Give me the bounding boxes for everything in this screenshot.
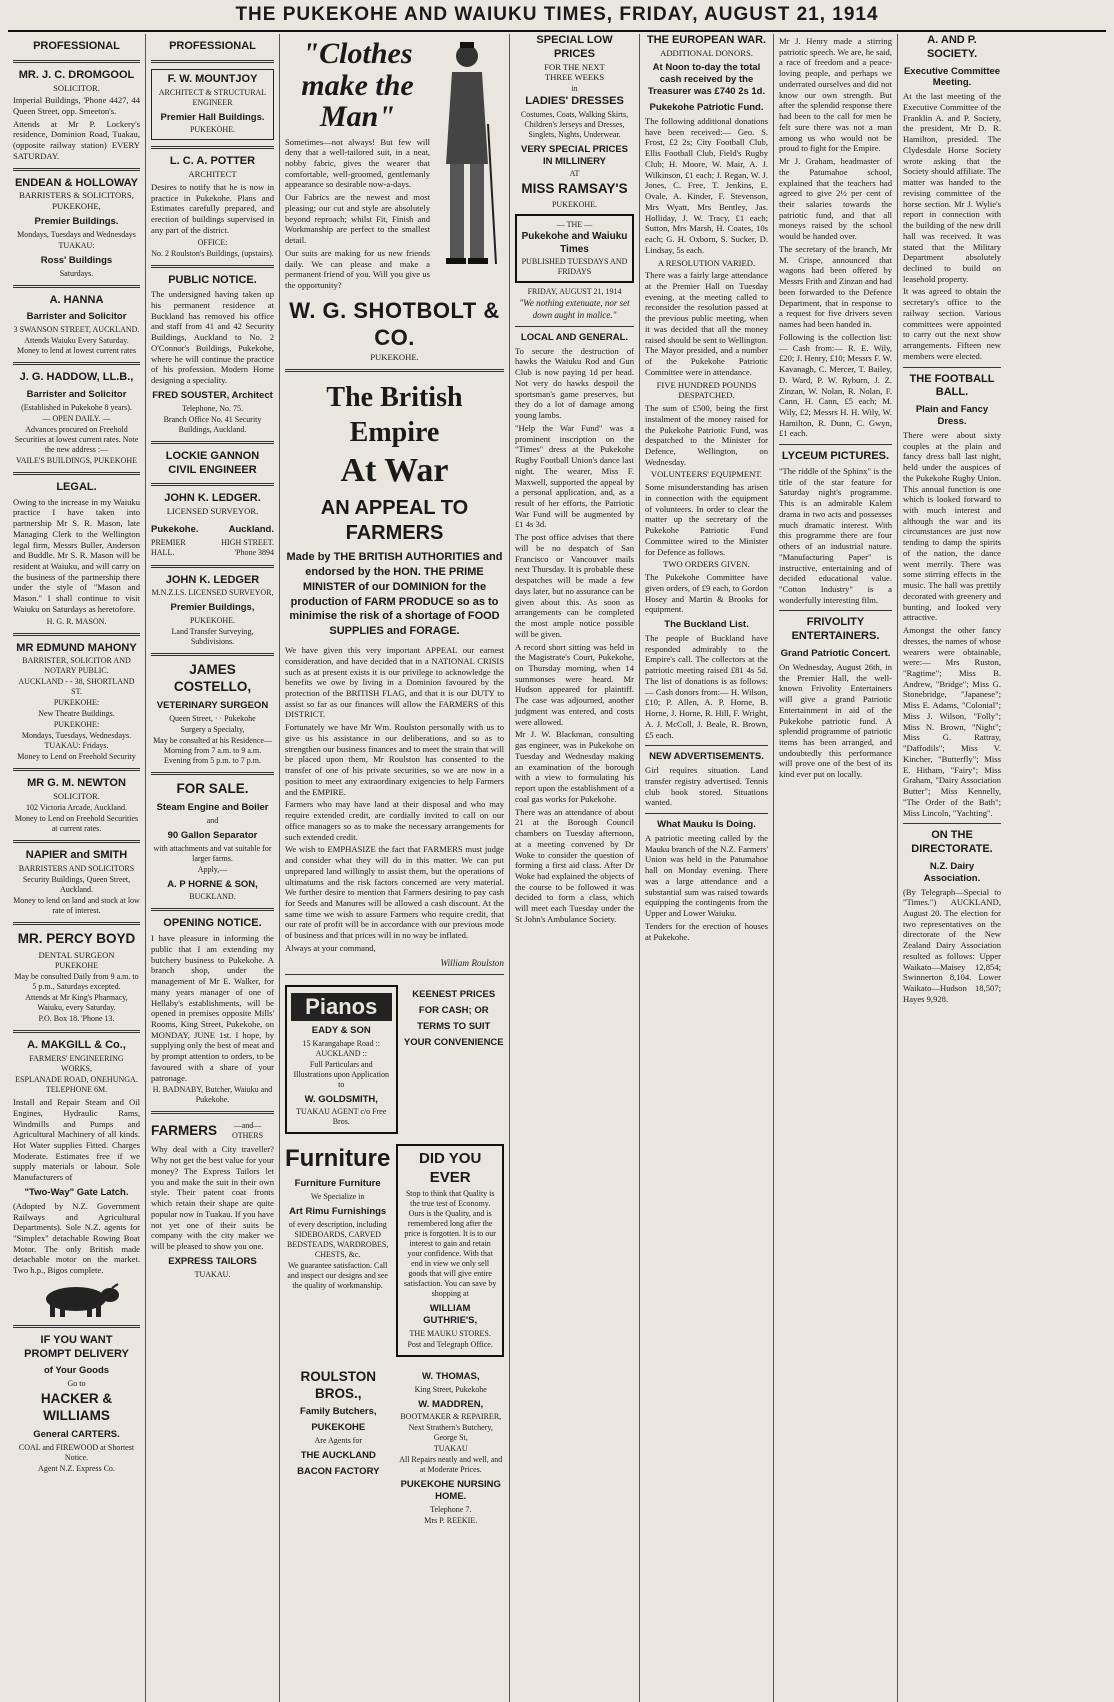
advert-address: 3 SWANSON STREET, AUCKLAND. xyxy=(13,325,140,335)
directorate-body: (By Telegraph—Special to "Times.") AUCKLAND, August 20. The election for two representatives on the directorate of the New Zealand Dairy Association resulted as follows: Upper Waikato—Maisey 12,854; Swinnerton 8,104. Lower Waikato—Hudson 18,507; Hayes 9,928. xyxy=(903,886,1001,1004)
buckland-body: The people of Buckland have responded admirably to the Empire's call. The collectors at the patriotic meeting raised £81 4s 5d. The list of donations is as follows:— Cash donors from:— H. Wilson, £10; P. Allen, A. P. Horne, B. Horne, J. Horne, R. Hill, F. Wright, A. J. McColl, J. Beale, R. Brown, £5 each. xyxy=(645,632,768,740)
farmers-title: FARMERS xyxy=(151,1122,218,1138)
roulston-advert xyxy=(285,1367,392,1528)
advert-town: TUAKAU: xyxy=(58,240,95,250)
notice-telephone: Telephone, No. 75. xyxy=(182,403,243,413)
bull-engraving xyxy=(32,1279,122,1319)
masthead-motto: "We nothing extenuate, nor set down aught in malice." xyxy=(519,298,630,320)
clothes-company: W. G. SHOTBOLT & CO. xyxy=(289,297,500,351)
advert-town: PUKEKOHE. xyxy=(189,125,236,135)
aps-heading: A. AND P. SOCIETY. xyxy=(926,34,978,60)
madden-role: BOOTMAKER & REPAIRER, xyxy=(400,1412,502,1422)
clothes-advert xyxy=(285,34,504,293)
keenest-line: YOUR CONVENIENCE xyxy=(403,1036,504,1048)
advert-headline: PROMPT DELIVERY xyxy=(24,1347,129,1360)
keenest-line: TERMS TO SUIT xyxy=(417,1020,491,1032)
football-sub: Plain and Fancy Dress. xyxy=(915,404,989,427)
aps-p2: It was agreed to obtain the secretary's office to the railway section. Various committees were appointed to carry out the next show arrangements. Fifteen new members were elected. xyxy=(903,286,1001,361)
keenest-advert xyxy=(404,985,505,1134)
aps-sub: Executive Committee Meeting. xyxy=(903,65,1001,89)
advert-building: Premier Buildings. xyxy=(34,215,119,227)
madden-address: Next Strathern's Butchery, George St, xyxy=(408,1423,493,1443)
advert-days: Mondays, Tuesdays and Wednesdays xyxy=(17,229,136,239)
advert-days: Saturdays. xyxy=(59,268,94,278)
special-list: Costumes, Coats, Walking Skirts, Children's Jerseys and Dresses, Singlets, Nights, Underwear. xyxy=(520,109,629,139)
masthead-date: FRIDAY, AUGUST 21, 1914 xyxy=(527,287,622,297)
did-you-ever-advert xyxy=(396,1144,504,1356)
masthead-title: Pukekohe and Waiuku Times xyxy=(521,231,628,255)
sale-place: BUCKLAND. xyxy=(189,892,236,902)
column-news-1 xyxy=(510,34,640,1702)
divider xyxy=(151,483,274,486)
war-five-body: The sum of £500, being the first instalment of the money raised for the Pukekohe Patriotic Fund, was despatched to the Minister for Defence, Wellington, on Wednesday. xyxy=(645,403,768,467)
furniture-spec: We Specialize in xyxy=(310,1192,365,1202)
advert-open: — OPEN DAILY. — xyxy=(42,413,111,423)
advert-name: J. G. HADDOW, LL.B., xyxy=(19,371,134,384)
notice-branch: Branch Office No. 41 Security Buildings, Auckland. xyxy=(163,414,262,434)
office-address: PREMIER HALL. xyxy=(151,537,186,557)
advert-town: TUAKAU. xyxy=(194,1269,231,1279)
divider xyxy=(151,60,274,63)
notice-signature: H. BADNABY, Butcher, Waiuku and Pukekohe. xyxy=(152,1085,273,1105)
advert-role: General CARTERS. xyxy=(33,1429,120,1441)
war-heading: THE EUROPEAN WAR. xyxy=(646,34,767,46)
buckland-heading: The Buckland List. xyxy=(664,619,749,631)
special-weeks: THREE WEEKS xyxy=(544,72,605,83)
news-body: Mr J. Henry made a stirring patriotic speech. We are, he said, a race of freedom and a peace-loving people, and perhaps we underrated ourselves and did not know our own strength. But after the splendid response there had been to the call for men he felt sure there was not a man among us who would not be proud to fight for the Empire. xyxy=(779,36,892,154)
advert-role: BARRISTERS & SOLICITORS, PUKEKOHE, xyxy=(19,190,134,212)
roulston-name: ROULSTON BROS., xyxy=(300,1368,376,1401)
special-ladies: LADIES' DRESSES xyxy=(525,94,624,107)
new-ads-heading: NEW ADVERTISEMENTS. xyxy=(649,751,764,763)
advert-role: M.N.Z.I.S. LICENSED SURVEYOR, xyxy=(151,588,274,598)
mauku-heading: What Mauku Is Doing. xyxy=(657,819,756,831)
lower-ads-row2 xyxy=(285,1144,504,1356)
advert-product: "Two-Way" Gate Latch. xyxy=(24,1186,129,1198)
did-shop: THE MAUKU STORES. xyxy=(409,1328,491,1338)
furniture-sub: Furniture Furniture xyxy=(294,1178,381,1190)
clothes-text xyxy=(285,34,430,293)
notice-signature: H. G. R. MASON. xyxy=(46,616,107,626)
advert-town: PUKEKOHE xyxy=(54,961,99,971)
divider xyxy=(151,772,274,775)
advert-building: Premier Hall Buildings. xyxy=(160,111,265,123)
directorate-sub: N.Z. Dairy Association. xyxy=(923,860,981,884)
advert-address: No. 2 Roulston's Buildings, (upstairs). xyxy=(151,248,274,258)
divider xyxy=(285,974,504,975)
advert-name: EXPRESS TAILORS xyxy=(168,1255,257,1267)
advert-note: COAL and FIREWOOD at Shortest Notice. xyxy=(18,1442,135,1462)
divider xyxy=(645,813,768,814)
clothes-p1: Sometimes—not always! But few will deny that a well-tailored suit, in a neat, nobby fabric, gives the wearer that comfortable, well-groomed, gentlemanly appearance so desirable now-a-days. xyxy=(285,136,430,190)
local-p4: A record short sitting was held in the Magistrate's Court, Pukekohe, on Thursday morning, when 14 summonses were heard. Mr Hudson appeared for plaintiff. The case was adjourned, another judgment was entered, and costs were allowed. xyxy=(515,641,634,727)
advert-role: CIVIL ENGINEER xyxy=(168,463,257,476)
mountjoy-advert xyxy=(151,69,274,141)
war-noon: At Noon to-day the total cash received by the Treasurer was £740 2s 1d. xyxy=(647,62,766,98)
special-sub: FOR THE NEXT xyxy=(544,61,605,72)
section-heading: PROFESSIONAL xyxy=(169,40,256,52)
advert-role: ARCHITECT & STRUCTURAL ENGINEER xyxy=(158,87,267,107)
pianos-advert xyxy=(285,985,398,1134)
divider xyxy=(13,472,140,475)
column-professional-1 xyxy=(8,34,146,1702)
roulston-place: PUKEKOHE xyxy=(311,1422,366,1434)
advert-days: Mondays, Tuesdays, Wednesdays. TUAKAU: Fridays. xyxy=(21,731,132,751)
lower-ads-row1 xyxy=(285,985,504,1134)
appeal-subheading: Made by THE BRITISH AUTHORITIES and endorsed by the HON. THE PRIME MINISTER of our DOMINION for the production of FARM PRODUCE so as to minimise the risk of a shortage of FOOD SUPPLIES and FORAGE. xyxy=(286,551,503,638)
divider xyxy=(151,653,274,656)
empire-title-line2: At War xyxy=(340,451,449,489)
local-p3: The post office advises that there will be no despatch of San Francisco or Vancouver mails next Thursday. It is probable these despatches will be made a few days later, but no assurance can be given about this. As soon as arrangements can be completed the most ample notice possible will be given. xyxy=(515,532,634,639)
appeal-closing: Always at your command, xyxy=(285,942,376,953)
mauku-body: A patriotic meeting called by the Mauku branch of the N.Z. Farmers' Union was held in the Patumahoe hall on Monday evening. There was a large attendance and a substantial sum was raised towards equipping the contingents from the Upper and Lower Waiuku. xyxy=(645,832,768,919)
advert-contact: P.O. Box 18. 'Phone 13. xyxy=(38,1014,115,1024)
office-right xyxy=(199,520,274,559)
advert-role: ARCHITECT xyxy=(188,169,237,180)
office-town: Auckland. xyxy=(228,523,274,535)
advert-name: JOHN K. LEDGER. xyxy=(164,492,261,505)
advert-established: (Established in Pukekohe 8 years). xyxy=(21,402,132,412)
sale-apply: Apply,— xyxy=(197,864,228,874)
advert-role: Barrister and Solicitor xyxy=(26,388,127,400)
appeal-p4: We wish to EMPHASIZE the fact that FARMERS must judge and consider what they will do in this matter. We can put unprepared land willingly to assist them, but the operations of ultimatums and the risk factors concerned are very material. We further desire to mention that Farmers desiring to pay cash for Seeds and Manures will be allowed a cash discount. At the same time we wish to assure Farmers who require credit, that our rate of profit will be in accordance with our previous mode of business and that prices will in no way be inflated. xyxy=(285,844,504,941)
clothes-p3: Our suits are making for us new friends daily. We can please and make a permanent friend of you. Will you give us the opportunity? xyxy=(285,247,430,291)
divider xyxy=(285,369,504,372)
advert-name: MR EDMUND MAHONY xyxy=(16,641,137,654)
advert-headline: IF YOU WANT xyxy=(40,1333,113,1346)
football-p2: Amongst the other fancy dresses, the names of whose wearers were obtainable, were:— Mrs Ruston, "Ragtime"; Miss B. Andrew, "Bridge"; Miss G. Stonebridge, "Japanese"; Miss E. Adams, "Colonial"; Miss J. Wilson, "Folly"; Miss N. Brown, "Night"; Miss G. Rattray, "Daffodils"; Miss V. Kincher, "Butterfly"; Miss E. Hitham, "Fairy"; Miss Graham, "Dairy Association Butter"; Miss Kennelly, "The Order of the Bath"; Miss Lincoln, "Yachting". xyxy=(903,625,1001,818)
advert-name: MR G. M. NEWTON xyxy=(27,777,126,790)
advert-note: Attends at Mr King's Pharmacy, Waiuku, every Saturday. xyxy=(25,993,128,1013)
ledger-offices xyxy=(151,520,274,559)
local-p2: "Help the War Fund" was a prominent inscription on the "Times" dress at the Pukekohe Rugby Football Union's dance last night. The wearer, Miss F. Maxwell, supported the appeal by a personal application, and, as a result of her efforts, the Patriotic War Fund will be augmented by £1 4s 3d. xyxy=(515,422,634,530)
advert-address: Security Buildings, Queen Street, Auckland. xyxy=(22,874,131,894)
advert-town: PUKEKOHE: xyxy=(53,698,100,708)
advert-note: Money to Lend on Freehold Security xyxy=(17,752,136,762)
thomas-place: King Street, Pukekohe xyxy=(414,1384,487,1394)
nursing-telephone: Telephone 7. xyxy=(430,1505,472,1515)
madden-body: All Repairs neatly and well, and at Moderate Prices. xyxy=(399,1455,503,1475)
advert-address: AUCKLAND - - 38, SHORTLAND ST. xyxy=(18,677,135,697)
column-news-3 xyxy=(774,34,898,1702)
divider xyxy=(13,1030,140,1033)
advert-role: FARMERS' ENGINEERING WORKS, xyxy=(29,1054,124,1074)
advert-body: Desires to notify that he is now in practice in Pukekohe. Plans and Estimates carefully prepared, and erection of buildings supervised in any part of the district. xyxy=(151,181,274,235)
furniture-advert xyxy=(285,1144,390,1356)
war-equipment-body: Some misunderstanding has arisen in connection with the equipment of volunteers. In order to clear the matter up the secretary of the Pukekohe Patriotic Fund Committee wired to the Minister for Defence as follows. xyxy=(645,482,768,557)
advert-role: SOLICITOR. xyxy=(53,791,100,802)
advert-role: DENTAL SURGEON xyxy=(38,949,115,960)
advert-goto: Go to xyxy=(67,1379,86,1389)
special-heading: SPECIAL LOW PRICES xyxy=(536,34,613,60)
divider xyxy=(13,1325,140,1328)
sale-name: A. P HORNE & SON, xyxy=(167,878,258,890)
war-resolution-heading: A RESOLUTION VARIED. xyxy=(657,257,756,268)
roulston-the: THE AUCKLAND xyxy=(300,1450,376,1462)
masthead-the: — THE — xyxy=(556,220,593,230)
advert-role: Barrister and Solicitor xyxy=(26,311,127,323)
war-orders-heading: TWO ORDERS GIVEN. xyxy=(663,559,750,570)
advert-name: NAPIER and SMITH xyxy=(25,848,128,861)
did-post: Post and Telegraph Office. xyxy=(407,1339,493,1349)
empire-title-line1: The British Empire xyxy=(326,381,463,448)
advert-address: 102 Victoria Arcade, Auckland. xyxy=(26,802,127,812)
divider xyxy=(515,326,634,327)
advert-address: Imperial Buildings, 'Phone 4427, 44 Queen Street, opp. Smeeton's. xyxy=(13,95,140,116)
nursing-title: PUKEKOHE NURSING HOME. xyxy=(400,1479,501,1503)
paper-masthead xyxy=(515,214,634,283)
advert-building: Ross' Buildings xyxy=(40,254,113,266)
collection-list: Following is the collection list:— Cash from:— R. E. Wily, £20; J. Henry, £10; Messrs F. W. Kavanagh, C. Mercer, T. Bailey, D. Ward, P. W. Ryburn, J. Z. Zinzan, W. Nolan, R. Nolan, F. Cann, H. Cann, £5 each; M. Wily, £2; Messrs H. H. Wily, W. Hamilton, R. Dunn, C. Gwyn, £1 each. xyxy=(779,331,892,439)
divider xyxy=(151,565,274,568)
furniture-body: of every description, including SIDEBOARDS, CARVED BEDSTEADS, WARDROBES, CHESTS, &c. xyxy=(286,1220,389,1260)
advert-address: VAILE'S BUILDINGS, PUKEKOHE xyxy=(15,455,138,465)
nursing-body: Mrs P. REEKIE. xyxy=(424,1516,478,1526)
sale-and: and xyxy=(206,815,219,825)
aps-body: At the last meeting of the Executive Committee of the Franklin A. and P. Society, the president, Mr D. R. Hamilton, presided. The Clydesdale Horse Society wrote asking that the Society should affiliate. The matter was handed to the revising committee of the horse section. Mr J. Wylie's report in connection with the building of the new drill hall was received. It was stated that the Military Department absolutely declined to build on leasehold property. xyxy=(903,91,1001,284)
local-p6: There was an attendance of about 21 at the Borough Council chambers on Tuesday afternoon, at a meeting convened by Dr Woke to consider the question of forming a first aid class. After Dr Woke had explained the objects of the course to be followed it was decided to form a class, which will meet each Tuesday under the St John's Ambulance Society. xyxy=(515,806,634,924)
advert-name: JOHN K. LEDGER xyxy=(165,573,260,586)
war-resolution-body: There was a fairly large attendance at the Premier Hall on Tuesday evening, at the meeting called to reconsider the resolution passed at the previous public meeting, when it was decided that all the money raised should be sent to Wellington. The Mayor presided, and a number of the Pukekohe Patriotic Committee were in attendance. xyxy=(645,270,768,377)
divider xyxy=(151,441,274,444)
divider xyxy=(13,768,140,771)
divider xyxy=(13,168,140,171)
advert-note: Attends at Mr P. Lockery's residence, Dominion Road, Tuakau, (opposite railway station) EVERY SATURDAY. xyxy=(13,118,140,161)
advert-name: ENDEAN & HOLLOWAY xyxy=(14,176,139,189)
special-very: VERY SPECIAL PRICES IN MILLINERY xyxy=(521,143,628,167)
advert-note: Advances procured on Freehold Securities at lowest current rates. Note the new address :— xyxy=(14,424,139,454)
divider xyxy=(779,610,892,611)
war-fund: Pukekohe Patriotic Fund. xyxy=(649,102,764,114)
divider xyxy=(151,1111,274,1114)
advert-hours: May be consulted at his Residence— Morning from 7 a.m. to 9 a.m. Evening from 5 p.m. to 7 p.m. xyxy=(153,735,272,765)
notice-heading: OPENING NOTICE. xyxy=(163,917,262,930)
advert-address: ESPLANADE ROAD, ONEHUNGA. TELEPHONE 6M. xyxy=(15,1075,138,1095)
divider xyxy=(645,745,768,746)
divider xyxy=(13,285,140,288)
divider xyxy=(13,60,140,63)
advert-body: Why deal with a City traveller? Why not get the best value for your money? The Express Tailors let you and make the suit in their own style. Their patent coat fronts which retain their shape are quite popular now in Tuakau. If you have not yet one of their suits be company with the city maker we will be pleased to show you one. xyxy=(151,1144,274,1252)
advert-hours: May be consulted Daily from 9 a.m. to 5 p.m., Saturdays excepted. xyxy=(14,972,139,992)
war-equipment-heading: VOLUNTEERS' EQUIPMENT. xyxy=(650,469,763,480)
office-address: HIGH STREET. 'Phone 3894 xyxy=(221,537,274,557)
advert-role: BARRISTERS AND SOLICITORS xyxy=(18,863,135,873)
advert-specialty: Surgery a Specialty, xyxy=(180,724,245,734)
advert-building: Premier Buildings, xyxy=(170,602,255,614)
advert-name: L. C. A. POTTER xyxy=(169,155,256,168)
frivolity-sub: Grand Patriotic Concert. xyxy=(780,647,891,659)
did-name: WILLIAM GUTHRIE'S, xyxy=(423,1302,478,1326)
advert-building: New Theatre Buildings. xyxy=(38,709,115,719)
keenest-line: KEENEST PRICES xyxy=(412,989,496,1001)
special-in: in xyxy=(571,83,578,93)
advert-name: A. MAKGILL & Co., xyxy=(27,1039,126,1052)
furniture-title: Furniture xyxy=(285,1145,391,1173)
advert-note: Agent N.Z. Express Co. xyxy=(38,1463,115,1473)
divider xyxy=(903,367,1001,368)
advert-body: (Adopted by N.Z. Government Railways and Agricultural Departments). Sole N.Z. agents for "Simplex" detachable Rowing Boat Motor. The only British made detachable motor on the market. Two h.p., Bigos complete. xyxy=(13,1200,140,1276)
pianos-body: Full Particulars and Illustrations upon Application to xyxy=(293,1059,390,1089)
local-heading: LOCAL AND GENERAL. xyxy=(520,331,629,343)
office-left xyxy=(151,520,199,559)
advert-note: Attends Waiuku Every Saturday. Money to lend at lowest current rates xyxy=(16,336,137,356)
farmers-others: —and— OTHERS xyxy=(231,1121,264,1141)
advert-role: SOLICITOR. xyxy=(53,82,100,93)
columns xyxy=(8,34,1106,1702)
advert-office: OFFICE: xyxy=(197,237,228,247)
divider xyxy=(151,908,274,911)
roulston-role: Family Butchers, xyxy=(299,1406,377,1418)
advert-role: VETERINARY SURGEON xyxy=(156,700,269,711)
clothes-place: PUKEKOHE. xyxy=(370,351,419,362)
notice-heading: PUBLIC NOTICE. xyxy=(168,273,257,286)
war-sub: ADDITIONAL DONORS. xyxy=(660,47,753,58)
pianos-address: 15 Karangahape Road :: AUCKLAND :: xyxy=(302,1038,381,1058)
appeal-p1: We have given this very important APPEAL our earnest consideration, and have decided that in a NATIONAL CRISIS such as at present exists it is our privilege to acknowledge the benefits we owe by living in a Dominion favoured by the protection of the BRITISH FLAG, and that it is our DUTY to assist so far as our finances will allow the FARMERS of this DISTRICT. xyxy=(285,645,504,720)
divider xyxy=(13,840,140,843)
sale-heading: FOR SALE. xyxy=(176,780,249,796)
lyceum-heading: LYCEUM PICTURES. xyxy=(781,450,890,463)
lyceum-body: "The riddle of the Sphinx" is the title of the star feature for Saturday night's programme. This is an admirable Kalem drama in two acts and possesses much dramatic interest. With this programme there are four others of an industrial nature. "Manufacturing Paper" is instructive, entertaining and of decided educational value. "Cotton Industry" is a wonderfully interesting film. xyxy=(779,465,892,605)
divider xyxy=(903,823,1001,824)
madden-name: W. MADDREN, xyxy=(418,1398,484,1410)
advert-note: Money to Lend on Freehold Securities at current rates. xyxy=(14,813,139,833)
sale-item: Steam Engine and Boiler xyxy=(156,801,269,813)
advert-role: LICENSED SURVEYOR. xyxy=(166,506,259,517)
football-body: There were about sixty couples at the plain and fancy dress ball last night, held under the auspices of the Pukekohe Rugby Union. This annual function is one which is looked forward to with much interest and although the war and its circumstances are just now tending to damp the spirits of the nation, the dance went merrily. There was some stirring effects in the music. The hall was prettily decorated with greenery and bunting, and looked very attractive. xyxy=(903,429,1001,623)
advert-name: MR. J. C. DROMGOOL xyxy=(18,68,135,81)
section-heading: PROFESSIONAL xyxy=(33,40,120,52)
divider xyxy=(779,444,892,445)
advert-town: PUKEKOHE: xyxy=(53,720,100,730)
special-at: AT xyxy=(569,169,580,179)
appeal-heading: AN APPEAL TO FARMERS xyxy=(320,497,469,545)
column-professional-2 xyxy=(146,34,280,1702)
advert-name: JAMES COSTELLO, xyxy=(173,662,252,695)
advert-headline: of Your Goods xyxy=(43,1365,110,1377)
gentleman-illustration xyxy=(430,34,504,274)
advert-town: PUKEKOHE. xyxy=(189,616,236,626)
column-news-4 xyxy=(898,34,1006,1702)
tail-line: Tenders for the erection of houses at Pukekohe. xyxy=(645,920,768,942)
local-p1: To secure the destruction of hawks the Waiuku Rod and Gun Club is now paying 1d per head. Not very do hawks despoil the sportsman's game preserves, but they do a lot of damage among young lambs. xyxy=(515,345,634,421)
appeal-signature: William Roulston xyxy=(440,957,504,968)
special-name: MISS RAMSAY'S xyxy=(521,181,628,197)
did-body: Stop to think that Quality is the true test of Economy. Ours is the Quality, and is remembered long after the price is forgotten. It is to our interest to gain and retain your confidence. With that end in view we only sell goods that will give entire satisfaction. You can save by shopping at xyxy=(403,1188,497,1298)
directorate-heading: ON THE DIRECTORATE. xyxy=(911,829,993,856)
thomas-name: W. THOMAS, xyxy=(421,1370,480,1382)
war-body: The following additional donations have been received:— Geo. S. Frost, £2 2s; City Football Club, Ellis Football Club, Field's Rugby Club; H. Moore, W. Mair, A. J. Wilkinson, £1 each; J. Regan, W. J. Jones, C. Free, T. Jenkins, E. Ovale, A. Kinder, F. Stevenson, Mrs Wyatt, Mrs Bentley, Jas. Holliday, J. W. Tracy, £1 each; Sutton, Mrs Marsh, H. Coates, 10s each; G. H. Oxborn, S. Sucker, D. Lindsay, 5s each. xyxy=(645,115,768,255)
news-body: Mr J. Graham, headmaster of the Patumahoe school, explained that the teachers had agreed to give 2½ per cent of their salaries towards the patriotic fund, and that all moneys raised by the school would be handed over. xyxy=(779,156,892,242)
small-ads xyxy=(398,1367,505,1528)
appeal-p2: Fortunately we have Mr Wm. Roulston personally with us to give us his assistance in our deliberations, and so as to strengthen our business finances and to meet the strain that will be placed upon them, Mr Roulston has consented to the transfer of one of his private securities, so we are now in a position to meet any extraordinary exigencies to help Farmers and the EMPIRE. xyxy=(285,722,504,797)
page-masthead: THE PUKEKOHE AND WAIUKU TIMES, FRIDAY, AUGUST 21, 1914 xyxy=(8,0,1106,32)
frivolity-heading: FRIVOLITY ENTERTAINERS. xyxy=(791,616,880,643)
clothes-p2: Our Fabrics are the newest and most pleasing; our cut and style are absolutely beyond reproach; whilst Fit, Finish and Workmanship are perfect to the smallest detail. xyxy=(285,192,430,246)
news-body: The secretary of the branch, Mr M. Crispe, announced that wagons had been offered by Messrs Frith and Zinzan and had been forwarded to the Defence Department, that in response to a request for five drivers seven names had been handed in. xyxy=(779,243,892,330)
did-title: DID YOU EVER xyxy=(419,1150,482,1187)
war-five-heading: FIVE HUNDRED POUNDS DESPATCHED. xyxy=(656,379,757,401)
keenest-line: FOR CASH; OR xyxy=(418,1005,489,1017)
pianos-name: EADY & SON xyxy=(311,1024,371,1036)
war-orders-body: The Pukekohe Committee have given orders, of £9 each, to Gordon Hosey and Martin & Brooks for equipment. xyxy=(645,572,768,615)
farmers-header xyxy=(151,1120,274,1142)
sale-body: with attachments and vat suitable for larger farms. xyxy=(153,843,272,863)
divider xyxy=(151,146,274,149)
furniture-art: Art Rimu Furnishings xyxy=(289,1206,387,1218)
advert-body: Install and Repair Steam and Oil Engines, Hydraulic Rams, Windmills and Pumps and Agricultural Machinery of all kinds. Hot Water supplies Fitted. Charges Moderate. Estimates free if we supply materials or labour. Sole Manufacturers of xyxy=(13,1097,140,1183)
pianos-agent-line: TUAKAU AGENT c/o Free Bros. xyxy=(296,1107,387,1127)
divider xyxy=(151,265,274,268)
advert-name: A. HANNA xyxy=(49,293,104,306)
new-ads-body: Girl requires situation. Land transfer registry advertised. Tennis club book stored. Situations wanted. xyxy=(645,765,768,808)
divider xyxy=(13,362,140,365)
masthead-pub: PUBLISHED TUESDAYS AND FRIDAYS xyxy=(521,257,628,277)
advert-address: Queen Street, · · Pukekohe xyxy=(169,713,256,723)
office-town: Pukekohe. xyxy=(151,523,199,535)
madden-place: TUAKAU xyxy=(433,1444,468,1454)
clothes-title: "Clothes make the Man" xyxy=(301,37,414,133)
pianos-agent: W. GOLDSMITH, xyxy=(304,1093,378,1105)
local-p5: Mr J. W. Blackman, consulting gas engineer, was in Pukekohe on Tuesday and Wednesday making an examination of the borough with a view to formulating his report upon the establishment of a coal gas works for Pukekohe. xyxy=(515,729,634,804)
furniture-guarantee: We guarantee satisfaction. Call and inspect our designs and see the quality of workmanship. xyxy=(287,1261,388,1291)
divider xyxy=(13,922,140,925)
notice-body: The undersigned having taken up his permanent residence at Buckland has removed his office and staff from 41 and 42 Security Buildings, Auckland to No. 2 O'Connor's Buildings, Pukekohe, where he will continue the practice of his profession. Modern Home designing a speciality. xyxy=(151,289,274,386)
pianos-title: Pianos xyxy=(291,993,392,1021)
sale-item: 90 Gallon Separator xyxy=(167,829,258,841)
column-display-ads xyxy=(280,34,510,1702)
advert-name: F. W. MOUNTJOY xyxy=(167,72,258,85)
divider xyxy=(13,633,140,636)
appeal-p3: Farmers who may have land at their disposal and who may require extended credit, are cordially invited to call on our office managers so as to make the necessary arrangements for such extended credit. xyxy=(285,799,504,842)
notice-body: I have pleasure in informing the public that I am extending my butchery business to Pukekohe. A branch shop, under the management of Mr E. Walker, for many years manager of one of Hellaby's establishments, will be opened in premises opposite Mills' Rooms, King Street, Pukekohe, on MONDAY, JUNE 1st. I hope, by supplying only the best of meat and by prompt attention to orders, to be favoured with a share of your patronage. xyxy=(151,933,274,1083)
special-place: PUKEKOHE. xyxy=(551,200,598,210)
advert-name: LOCKIE GANNON xyxy=(165,449,260,462)
lower-ads-row3 xyxy=(285,1367,504,1528)
advert-role: BARRISTER, SOLICITOR AND NOTARY PUBLIC. xyxy=(22,656,131,676)
column-news-2 xyxy=(640,34,774,1702)
notice-signature: FRED SOUSTER, Architect xyxy=(152,389,273,401)
notice-heading: LEGAL. xyxy=(56,480,97,493)
advert-body: Land Transfer Surveying, Subdivisions. xyxy=(171,627,254,647)
notice-body: Owing to the increase in my Waiuku practice I have taken into partnership Mr S. R. Mason, late Managing Clerk to the Wellington legal firm, Messrs Buller, Anderson and Buddle. Mr S. R. Mason will be resident at Waiuku, and will carry on the business of the partnership there under the style of "Mason and Mason." I shall continue to visit Waiuku on Saturdays as heretofore. xyxy=(13,496,140,614)
roulston-agents: Are Agents for xyxy=(314,1436,363,1446)
advert-name: HACKER & WILLIAMS xyxy=(40,1391,113,1424)
frivolity-body: On Wednesday, August 26th, in the Premier Hall, the well-known Frivolity Entertainers will give a grand Patriotic Entertainment in aid of the Pukekohe patriotic fund. A splendid programme of patriotic items has been arranged, and undoubtedly this performance will prove one of the best of its kind ever put on locally. xyxy=(779,661,892,780)
advert-note: Money to lend on land and stock at low rate of interest. xyxy=(13,895,140,915)
roulston-bacon: BACON FACTORY xyxy=(297,1466,380,1478)
football-heading: THE FOOTBALL BALL. xyxy=(909,372,995,399)
advert-name: MR. PERCY BOYD xyxy=(17,930,136,946)
